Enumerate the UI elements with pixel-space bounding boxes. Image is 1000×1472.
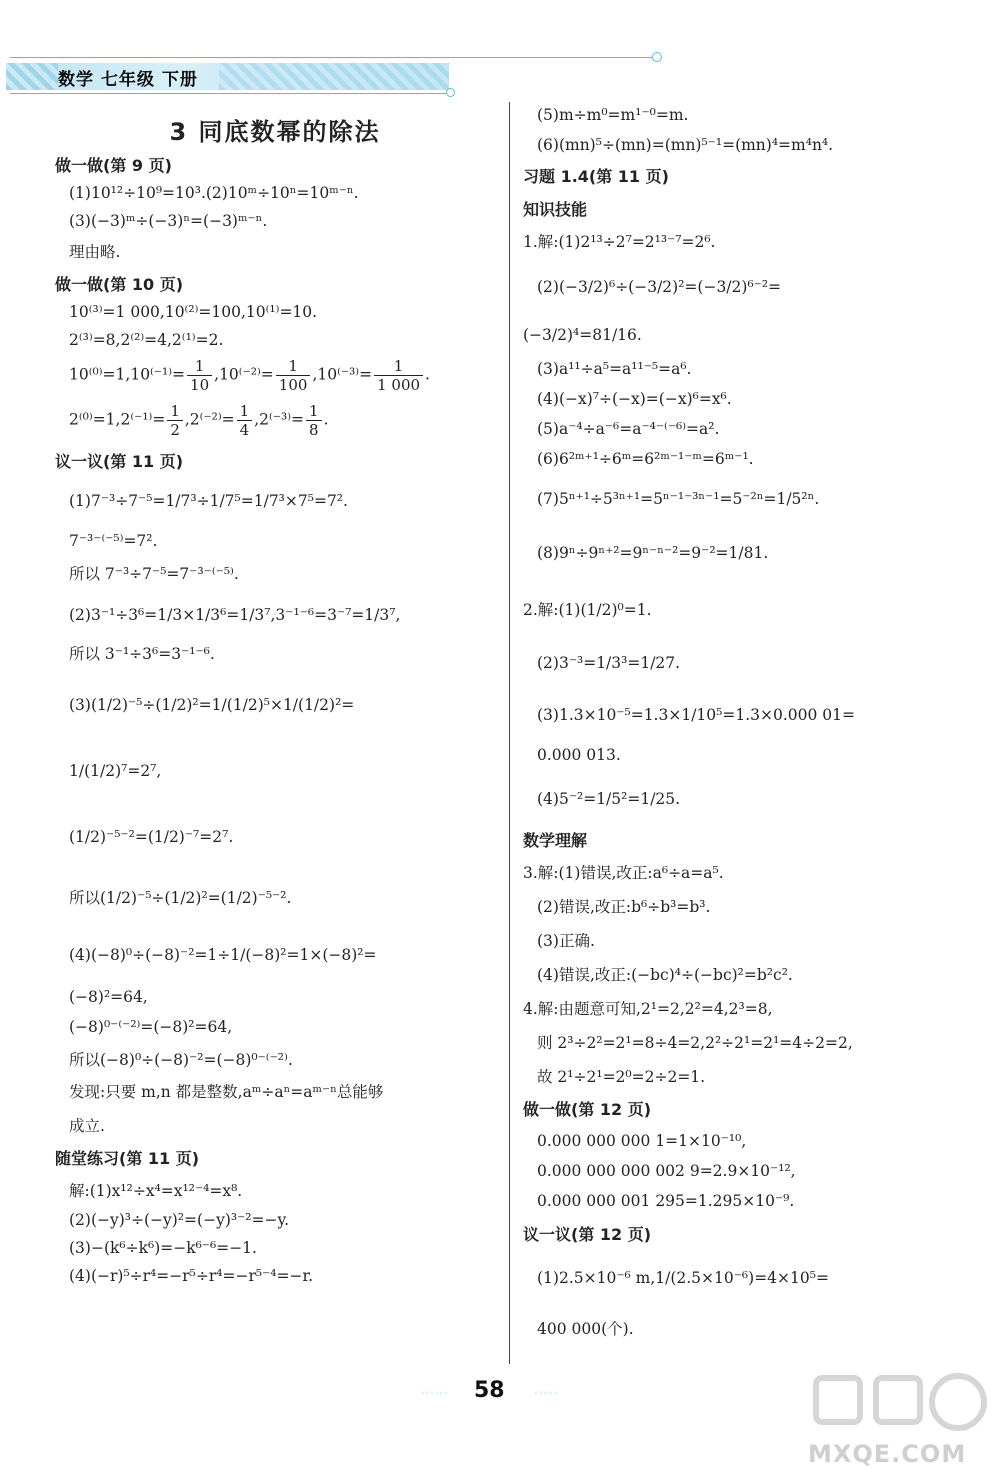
numerator: 1 bbox=[167, 402, 183, 421]
subheading: 知识技能 bbox=[523, 200, 588, 219]
text-line: (−8)⁰⁻⁽⁻²⁾=(−8)²=64, bbox=[69, 1018, 233, 1036]
text-line: 发现:只要 m,n 都是整数,aᵐ÷aⁿ=aᵐ⁻ⁿ总能够 bbox=[69, 1083, 384, 1101]
text-line: (3)正确. bbox=[537, 932, 595, 950]
denominator: 2 bbox=[170, 421, 180, 439]
text-line: (4)错误,改正:(−bc)⁴÷(−bc)²=b²c². bbox=[537, 966, 793, 984]
text-line: (4)(−8)⁰÷(−8)⁻²=1÷1/(−8)²=1×(−8)²= bbox=[69, 946, 377, 964]
text-line: 10⁽⁰⁾=1,10⁽⁻¹⁾= $\frac{1}{10}$ ,10⁽⁻²⁾= $\frac{1}{100}$ ,10⁽⁻³⁾= $\frac{1}{1 000}$ . bbox=[69, 357, 430, 394]
header-title: 数学 七年级 下册 bbox=[58, 70, 198, 90]
text-part: ,2⁽⁻³⁾= bbox=[254, 410, 305, 429]
right-column bbox=[523, 100, 963, 1339]
text-line: 理由略. bbox=[69, 243, 121, 261]
text-part: 2⁽⁰⁾=1,2⁽⁻¹⁾= bbox=[69, 410, 166, 429]
subheading: 议一议(第 12 页) bbox=[523, 1225, 652, 1244]
denominator: 100 bbox=[278, 376, 308, 394]
denominator: 8 bbox=[309, 421, 319, 439]
text-line: (2)3⁻¹÷3⁶=1/3×1/3⁶=1/3⁷,3⁻¹⁻⁶=3⁻⁷=1/3⁷, bbox=[69, 606, 401, 624]
numerator: 1 bbox=[276, 357, 311, 376]
text-line: 2⁽⁰⁾=1,2⁽⁻¹⁾= $\frac{1}{2}$ ,2⁽⁻²⁾= $\frac{1}{4}$ ,2⁽⁻³⁾= $\frac{1}{8}$ . bbox=[69, 402, 329, 439]
text-part: 10⁽⁰⁾=1,10⁽⁻¹⁾= bbox=[69, 365, 186, 384]
subheading: 随堂练习(第 11 页) bbox=[55, 1149, 200, 1168]
page-number: 58 bbox=[474, 1378, 505, 1403]
fraction bbox=[276, 357, 311, 394]
text-line: (3)−(k⁶÷k⁶)=−k⁶⁻⁶=−1. bbox=[69, 1239, 257, 1257]
subheading: 习题 1.4(第 11 页) bbox=[523, 167, 669, 186]
text-line: (1)7⁻³÷7⁻⁵=1/7³÷1/7⁵=1/7³×7⁵=7². bbox=[69, 492, 348, 510]
text-line: 所以 3⁻¹÷3⁶=3⁻¹⁻⁶. bbox=[69, 645, 215, 663]
numerator: 1 bbox=[374, 357, 423, 376]
text-line: (4)5⁻²=1/5²=1/25. bbox=[537, 790, 681, 808]
footer-ornament-right: ◦◦◦◦◦ bbox=[534, 1389, 558, 1398]
text-line: 2⁽³⁾=8,2⁽²⁾=4,2⁽¹⁾=2. bbox=[69, 331, 224, 349]
denominator: 10 bbox=[190, 376, 210, 394]
numerator: 1 bbox=[187, 357, 212, 376]
header-underline bbox=[10, 93, 450, 94]
text-part: ,10⁽⁻³⁾= bbox=[312, 365, 373, 384]
text-line: 故 2¹÷2¹=2⁰=2÷2=1. bbox=[537, 1068, 706, 1086]
text-line: 解:(1)x¹²÷x⁴=x¹²⁻⁴=x⁸. bbox=[69, 1182, 243, 1200]
text-line: (1)10¹²÷10⁹=10³.(2)10ᵐ÷10ⁿ=10ᵐ⁻ⁿ. bbox=[69, 184, 359, 202]
header-rule bbox=[10, 57, 654, 58]
denominator: 1 000 bbox=[377, 376, 421, 394]
text-part: ,10⁽⁻²⁾= bbox=[214, 365, 274, 384]
subheading: 做一做(第 10 页) bbox=[55, 275, 184, 294]
text-line: (−8)²=64, bbox=[69, 988, 148, 1006]
section-title: 3 同底数幂的除法 bbox=[169, 118, 381, 146]
text-line: 4.解:由题意可知,2¹=2,2²=4,2³=8, bbox=[523, 1000, 773, 1018]
text-line: 1.解:(1)2¹³÷2⁷=2¹³⁻⁷=2⁶. bbox=[523, 233, 716, 251]
text-line: (−3/2)⁴=81/16. bbox=[523, 326, 642, 344]
subheading: 数学理解 bbox=[523, 831, 588, 850]
text-line: (3)1.3×10⁻⁵=1.3×1/10⁵=1.3×0.000 01= bbox=[537, 706, 855, 724]
text-line: 1/(1/2)⁷=2⁷, bbox=[69, 762, 162, 780]
text-line: 3.解:(1)错误,改正:a⁶÷a=a⁵. bbox=[523, 864, 724, 882]
text-line: (1/2)⁻⁵⁻²=(1/2)⁻⁷=2⁷. bbox=[69, 828, 234, 846]
text-line: (3)(−3)ᵐ÷(−3)ⁿ=(−3)ᵐ⁻ⁿ. bbox=[69, 212, 268, 230]
text-line: 则 2³÷2²=2¹=8÷4=2,2²÷2¹=2¹=4÷2=2, bbox=[537, 1034, 853, 1052]
footer-ornament-left: ◦◦◦◦◦◦ bbox=[420, 1389, 449, 1398]
text-line: (7)5ⁿ⁺¹÷5³ⁿ⁺¹=5ⁿ⁻¹⁻³ⁿ⁻¹=5⁻²ⁿ=1/5²ⁿ. bbox=[537, 490, 820, 508]
header-underline-dot bbox=[446, 88, 455, 97]
text-part: ,2⁽⁻²⁾= bbox=[184, 410, 235, 429]
text-line: (6)(mn)⁵÷(mn)=(mn)⁵⁻¹=(mn)⁴=m⁴n⁴. bbox=[537, 136, 834, 154]
watermark-text: MXQE.COM bbox=[808, 1440, 967, 1468]
text-line: (8)9ⁿ÷9ⁿ⁺²=9ⁿ⁻ⁿ⁻²=9⁻²=1/81. bbox=[537, 544, 769, 562]
text-line: 0.000 000 001 295=1.295×10⁻⁹. bbox=[537, 1192, 795, 1210]
left-column bbox=[55, 100, 495, 1285]
text-line: 所以(1/2)⁻⁵÷(1/2)²=(1/2)⁻⁵⁻². bbox=[69, 889, 292, 907]
subheading: 做一做(第 9 页) bbox=[55, 156, 172, 175]
fraction bbox=[237, 402, 253, 439]
column-divider bbox=[509, 102, 510, 1364]
fraction bbox=[374, 357, 423, 394]
text-line: 所以 7⁻³÷7⁻⁵=7⁻³⁻⁽⁻⁵⁾. bbox=[69, 565, 239, 583]
text-line: 7⁻³⁻⁽⁻⁵⁾=7². bbox=[69, 532, 158, 550]
fraction bbox=[167, 402, 183, 439]
text-line: (5)m÷m⁰=m¹⁻⁰=m. bbox=[537, 106, 689, 124]
text-line: (4)(−r)⁵÷r⁴=−r⁵÷r⁴=−r⁵⁻⁴=−r. bbox=[69, 1267, 314, 1285]
numerator: 1 bbox=[237, 402, 253, 421]
page-header bbox=[0, 0, 1000, 100]
text-line: (2)(−3/2)⁶÷(−3/2)²=(−3/2)⁶⁻²= bbox=[537, 278, 782, 296]
text-line: (2)(−y)³÷(−y)²=(−y)³⁻²=−y. bbox=[69, 1211, 290, 1229]
text-line: (3)a¹¹÷a⁵=a¹¹⁻⁵=a⁶. bbox=[537, 360, 692, 378]
text-line: 所以(−8)⁰÷(−8)⁻²=(−8)⁰⁻⁽⁻²⁾. bbox=[69, 1051, 293, 1069]
text-line: (5)a⁻⁴÷a⁻⁶=a⁻⁴⁻⁽⁻⁶⁾=a². bbox=[537, 420, 720, 438]
text-line: (1)2.5×10⁻⁶ m,1/(2.5×10⁻⁶)=4×10⁵= bbox=[537, 1269, 829, 1287]
text-line: 成立. bbox=[69, 1117, 105, 1135]
text-line: (2)3⁻³=1/3³=1/27. bbox=[537, 654, 681, 672]
text-line: (6)6²ᵐ⁺¹÷6ᵐ=6²ᵐ⁻¹⁻ᵐ=6ᵐ⁻¹. bbox=[537, 450, 754, 468]
subheading: 议一议(第 11 页) bbox=[55, 452, 184, 471]
text-line: (3)(1/2)⁻⁵÷(1/2)²=1/(1/2)⁵×1/(1/2)²= bbox=[69, 696, 355, 714]
text-line: 2.解:(1)(1/2)⁰=1. bbox=[523, 601, 652, 619]
subheading: 做一做(第 12 页) bbox=[523, 1100, 652, 1119]
fraction bbox=[187, 357, 212, 394]
text-line: 0.000 000 000 1=1×10⁻¹⁰, bbox=[537, 1132, 747, 1150]
text-line: 400 000(个). bbox=[537, 1320, 634, 1338]
text-line: 0.000 013. bbox=[537, 746, 621, 764]
text-line: 0.000 000 000 002 9=2.9×10⁻¹², bbox=[537, 1162, 796, 1180]
header-rule-dot bbox=[652, 52, 662, 62]
numerator: 1 bbox=[306, 402, 322, 421]
text-line: (4)(−x)⁷÷(−x)=(−x)⁶=x⁶. bbox=[537, 390, 732, 408]
denominator: 4 bbox=[239, 421, 250, 439]
fraction bbox=[306, 402, 322, 439]
text-line: 10⁽³⁾=1 000,10⁽²⁾=100,10⁽¹⁾=10. bbox=[69, 303, 318, 321]
text-line: (2)错误,改正:b⁶÷b³=b³. bbox=[537, 898, 711, 916]
